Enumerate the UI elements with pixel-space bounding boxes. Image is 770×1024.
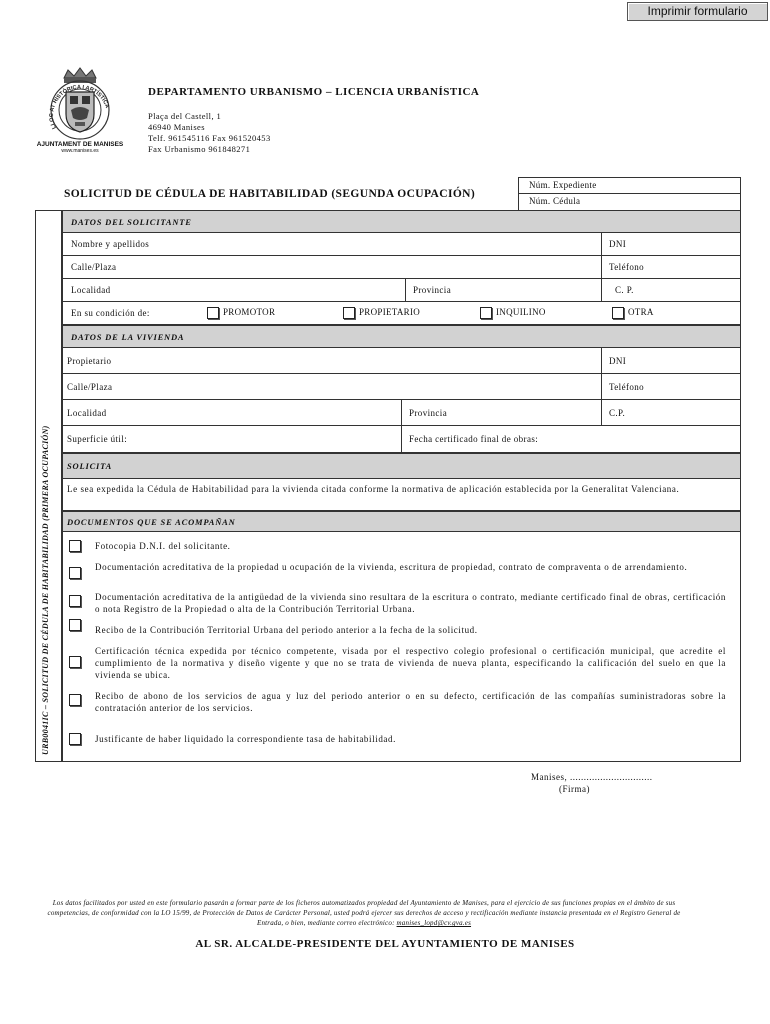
doc-suministros-text: Recibo de abono de los servicios de agua y luz del periodo anterior o en su defecto, certificación de las compañías suministradoras sobre la contratación anterior de los servicios. <box>95 691 726 713</box>
doc-certificacion-text: Certificación técnica expedida por técnico competente, visada por el respectivo colegio profesional o certificación municipal, que acredite el cumplimiento de la normativa y diseño vigente y que no se trata de vivienda de nueva planta, especificando la calificación del suelo en que la vivienda se ubica. <box>95 646 726 680</box>
doc-tasa-checkbox[interactable] <box>69 733 81 745</box>
solicitante-heading: DATOS DEL SOLICITANTE <box>63 211 740 233</box>
doc-antiguedad-checkbox[interactable] <box>69 595 81 607</box>
department-title: DEPARTAMENTO URBANISMO – LICENCIA URBANÍSTICA <box>148 86 480 98</box>
doc-propiedad-checkbox[interactable] <box>69 567 81 579</box>
fecha-certificado-field[interactable]: Fecha certificado final de obras: <box>409 434 539 444</box>
signature-label: (Firma) <box>559 784 590 794</box>
num-expediente-field[interactable]: Núm. Expediente <box>519 178 740 194</box>
otra-label: OTRA <box>628 307 654 317</box>
data-protection-notice: Los datos facilitados por usted en este formulario pasarán a formar parte de los ficheros automatizados propiedad del Ayuntamiento de Manises, para el ejercicio de sus funciones propias en el ámbito de sus competencias, de conformidad con la LO 15/99, de Protección de Datos de Carácter Personal, usted podrá ejercer sus derechos de acceso y rectificación mediante instancia presentada en el Registro General de Entrada, o bien, mediante correo electrónico: manises_lopd@cv.gva.es <box>47 899 681 927</box>
propietario-checkbox[interactable] <box>343 307 355 319</box>
vivienda-localidad-field[interactable]: Localidad <box>67 408 107 418</box>
logo-url: www.manises.es <box>61 148 99 154</box>
vivienda-row-calle <box>63 374 740 400</box>
doc-propiedad-text: Documentación acreditativa de la propiedad u ocupación de la vivienda, escritura de propiedad, contrato de compraventa o de arrendamiento. <box>95 562 688 572</box>
condicion-label: En su condición de: <box>71 308 150 318</box>
solicitante-section <box>62 210 741 325</box>
doc-contribucion-text: Recibo de la Contribución Territorial Urbana del periodo anterior a la fecha de la solicitud. <box>95 625 478 635</box>
solicitante-row-calle <box>63 256 740 279</box>
localidad-field[interactable]: Localidad <box>71 285 111 295</box>
vivienda-row-superficie <box>63 426 740 452</box>
vivienda-row-propietario <box>63 348 740 374</box>
doc-dni-checkbox[interactable] <box>69 540 81 552</box>
solicita-section <box>62 453 741 511</box>
num-cedula-field[interactable]: Núm. Cédula <box>529 196 581 206</box>
provincia-field[interactable]: Provincia <box>413 285 452 295</box>
dni-field[interactable]: DNI <box>609 239 627 249</box>
calle-field[interactable]: Calle/Plaza <box>71 262 117 272</box>
addressee-title: AL SR. ALCALDE-PRESIDENTE DEL AYUNTAMIENTO DE MANISES <box>195 938 575 950</box>
inquilino-label: INQUILINO <box>496 307 546 317</box>
vivienda-heading: DATOS DE LA VIVIENDA <box>63 326 740 348</box>
solicita-text: Le sea expedida la Cédula de Habitabilidad para la vivienda citada conforme la normativa de aplicación establecida por la Generalitat Valenciana. <box>67 484 680 494</box>
superficie-field[interactable]: Superficie útil: <box>67 434 128 444</box>
doc-antiguedad-text: Documentación acreditativa de la antigüedad de la vivienda sino resultara de la escritura o contrato, mediante certificado final de obras, certificación o nota Registro de la Propiedad o alta de la Contribución Territorial Urbana. <box>95 592 726 614</box>
vivienda-dni-field[interactable]: DNI <box>609 356 627 366</box>
inquilino-checkbox[interactable] <box>480 307 492 319</box>
vivienda-calle-field[interactable]: Calle/Plaza <box>67 382 113 392</box>
doc-suministros-checkbox[interactable] <box>69 694 81 706</box>
svg-text:LLOC AT HISTÒRICA I ARTÍSTICA: LLOC AT HISTÒRICA I ARTÍSTICA <box>48 84 110 130</box>
side-form-code: URB0041IC – SOLICITUD DE CÉDULA DE HABITABILIDAD (PRIMERA OCUPACIÓN) <box>41 425 50 755</box>
nombre-field[interactable]: Nombre y apellidos <box>71 239 150 249</box>
solicitante-row-condicion <box>63 302 740 325</box>
address-block: Plaça del Castell, 1 46940 Manises Telf. 961545116 Fax 961520453 Fax Urbanismo 961848271 <box>148 111 271 154</box>
logo-caption: AJUNTAMENT DE MANISES www.manises.es <box>30 141 130 155</box>
solicita-heading: SOLICITA <box>63 454 740 479</box>
expediente-box <box>518 177 741 211</box>
solicitante-row-localidad <box>63 279 740 302</box>
documentos-heading: DOCUMENTOS QUE SE ACOMPAÑAN <box>63 512 740 532</box>
promotor-checkbox[interactable] <box>207 307 219 319</box>
vivienda-row-localidad <box>63 400 740 426</box>
vivienda-section <box>62 325 741 453</box>
form-title: SOLICITUD DE CÉDULA DE HABITABILIDAD (SEGUNDA OCUPACIÓN) <box>64 188 476 200</box>
vivienda-cp-field[interactable]: C.P. <box>609 408 626 418</box>
signature-place: Manises, .............................. <box>531 772 653 782</box>
propietario-field[interactable]: Propietario <box>67 356 112 366</box>
vivienda-provincia-field[interactable]: Provincia <box>409 408 448 418</box>
solicitante-row-nombre <box>63 233 740 256</box>
doc-dni-text: Fotocopia D.N.I. del solicitante. <box>95 541 231 551</box>
cp-field[interactable]: C. P. <box>615 285 634 295</box>
doc-contribucion-checkbox[interactable] <box>69 619 81 631</box>
documentos-section <box>62 511 741 762</box>
promotor-label: PROMOTOR <box>223 307 276 317</box>
vivienda-telefono-field[interactable]: Teléfono <box>609 382 645 392</box>
lopd-email-link[interactable]: manises_lopd@cv.gva.es <box>396 919 472 927</box>
doc-certificacion-checkbox[interactable] <box>69 656 81 668</box>
propietario-label: PROPIETARIO <box>359 307 421 317</box>
telefono-field[interactable]: Teléfono <box>609 262 645 272</box>
signature-block <box>531 771 653 795</box>
print-form-button[interactable]: Imprimir formulario <box>627 2 768 21</box>
otra-checkbox[interactable] <box>612 307 624 319</box>
doc-tasa-text: Justificante de haber liquidado la correspondiente tasa de habitabilidad. <box>95 734 396 744</box>
